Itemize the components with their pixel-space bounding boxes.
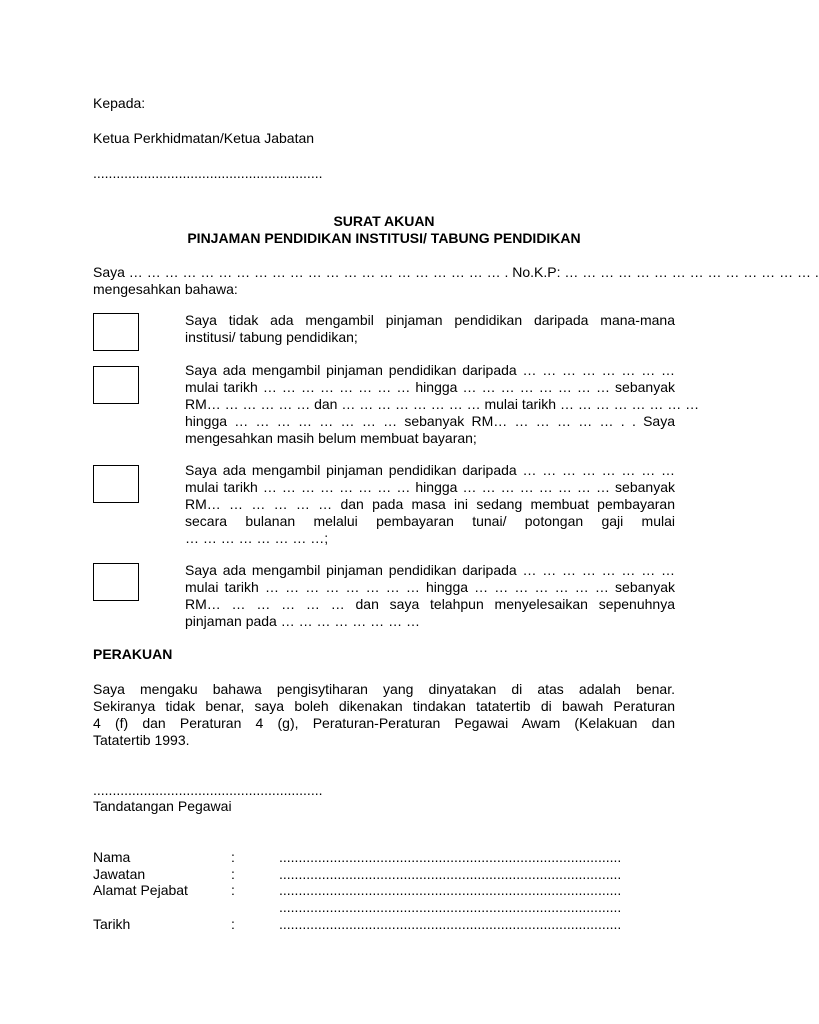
to-label: Kepada: (93, 95, 146, 111)
position-label: Jawatan (93, 866, 146, 882)
intro-statement (93, 264, 819, 298)
option-4-checkbox[interactable] (93, 563, 139, 601)
position-colon: : (231, 866, 235, 882)
intro-line-name-ic: Saya … … … … … … … … … … … … … … … … … … … … … . No.K.P: … … … … … … … … … … … … … … . (93, 264, 819, 280)
office-address-field[interactable]: ........................................................................................ (279, 882, 622, 898)
position-field[interactable]: ........................................................................................ (279, 866, 622, 882)
recipient-blank: ........................................................... (93, 165, 323, 181)
date-field[interactable]: ........................................................................................ (279, 916, 622, 932)
option-1-checkbox[interactable] (93, 313, 139, 351)
office-address-colon: : (231, 882, 235, 898)
option-1-text: Saya tidak ada mengambil pinjaman pendidikan daripada mana-mana institusi/ tabung pendidikan; (185, 312, 675, 345)
office-address-label: Alamat Pejabat (93, 882, 188, 898)
office-address-field-line-2[interactable]: ........................................................................................ (279, 899, 622, 915)
date-label: Tarikh (93, 916, 131, 932)
option-2-checkbox[interactable] (93, 366, 139, 404)
signature-line: ........................................................... (93, 782, 323, 798)
document-title: SURAT AKUAN (333, 213, 435, 229)
option-4-text: Saya ada mengambil pinjaman pendidikan daripada … … … … … … … … mulai tarikh … … … … … … … … hingga … … … … … … … sebanyak RM… … … … … … dan saya telahpun menyelesaikan sepenuhnya pinjaman pada … … … … … … … … (185, 562, 675, 629)
intro-line-confirm: mengesahkan bahawa: (93, 281, 238, 297)
option-3-checkbox[interactable] (93, 465, 139, 503)
declaration-heading: PERAKUAN (93, 646, 173, 662)
date-colon: : (231, 916, 235, 932)
option-2-text: Saya ada mengambil pinjaman pendidikan daripada … … … … … … … … mulai tarikh … … … … … … … … hingga … … … … … … … … sebanyak RM… … … … … … dan … … … … … … … … mulai tarikh … … … … … … … … hingga … … … … … … … … sebanyak RM… … … … … … . . Saya mengesahkan masih belum membuat bayaran; (185, 362, 700, 446)
signature-label: Tandatangan Pegawai (93, 798, 232, 814)
recipient-title: Ketua Perkhidmatan/Ketua Jabatan (93, 130, 315, 146)
name-colon: : (231, 849, 235, 865)
document-subtitle: PINJAMAN PENDIDIKAN INSTITUSI/ TABUNG PENDIDIKAN (187, 230, 581, 246)
option-3-text: Saya ada mengambil pinjaman pendidikan daripada … … … … … … … … mulai tarikh … … … … … … … … hingga … … … … … … … … sebanyak RM… … … … … … dan pada masa ini sedang membuat pembayaran secara bulanan melalui pembayaran tunai/ potongan gaji mulai … … … … … … … …; (185, 462, 675, 546)
declaration-text: Saya mengaku bahawa pengisytiharan yang dinyatakan di atas adalah benar. Sekiranya tidak benar, saya boleh dikenakan tindakan tatatertib di bawah Peraturan 4 (f) dan Peraturan 4 (g), Peraturan-Peraturan Pegawai Awam (Kelakuan dan Tatatertib 1993. (93, 681, 675, 748)
name-field[interactable]: ........................................................................................ (279, 849, 622, 865)
name-label: Nama (93, 849, 131, 865)
